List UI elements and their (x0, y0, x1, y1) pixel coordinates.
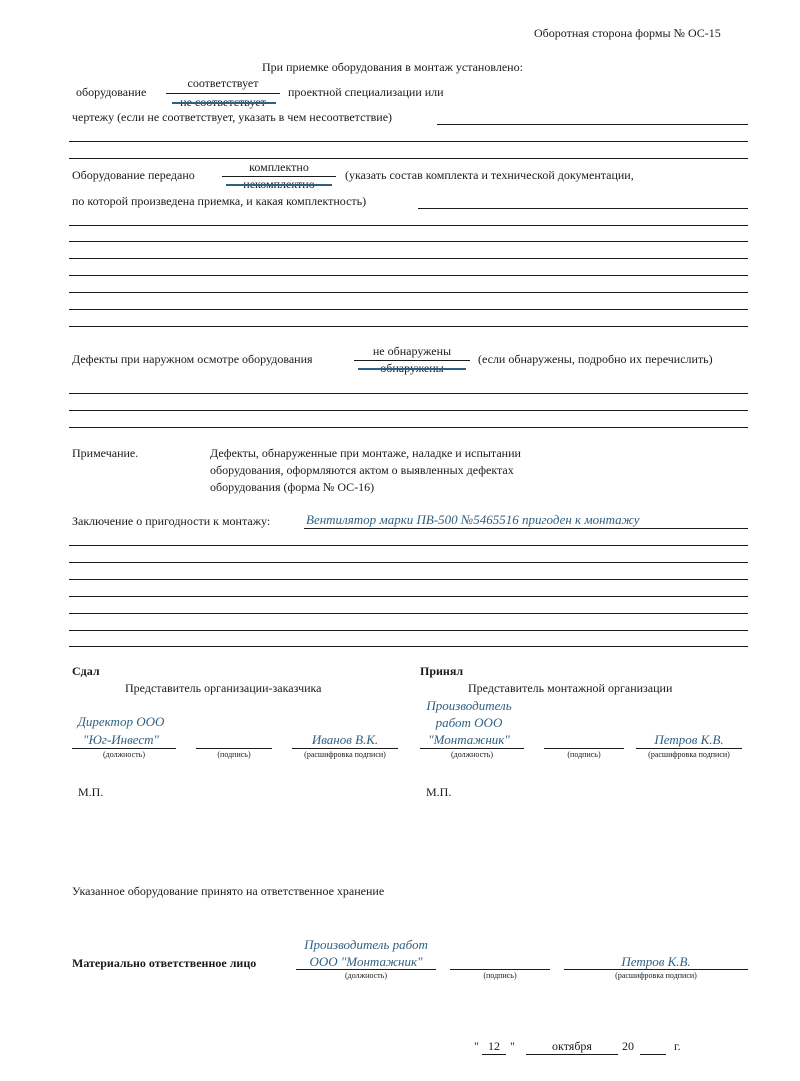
received-stamp: М.П. (426, 785, 452, 799)
conformity-answer-line (437, 124, 748, 125)
storage-text: Указанное оборудование принято на ответственное хранение (72, 884, 385, 898)
date-day-line (482, 1054, 506, 1055)
completeness-strike-mark (226, 184, 332, 186)
conclusion-answer-line (69, 545, 748, 546)
conclusion-answer-line (69, 613, 748, 614)
section-title: При приемке оборудования в монтаж установлено: (262, 60, 523, 74)
conformity-option-selected: соответствует (187, 76, 259, 90)
handed-title: Сдал (72, 664, 100, 678)
defects-option-struck: обнаружены (380, 361, 444, 375)
date-quote-close: " (510, 1039, 515, 1053)
received-subtitle: Представитель монтажной организации (468, 681, 673, 695)
completeness-line2: по которой произведена приемка, и какая комплектность) (72, 194, 367, 208)
handed-position-line (72, 748, 176, 749)
defects-prefix: Дефекты при наружном осмотре оборудования (72, 352, 313, 366)
completeness-answer-line (69, 309, 748, 310)
conclusion-answer-line (69, 562, 748, 563)
storage-name-line (564, 969, 748, 970)
storage-caption-signature: (подпись) (483, 971, 517, 980)
handed-caption-name: (расшифровка подписи) (304, 750, 386, 759)
storage-name: Петров К.В. (621, 954, 691, 969)
conformity-strike-mark (172, 102, 276, 104)
date-month-line (526, 1054, 618, 1055)
conformity-line2: чертежу (если не соответствует, указать в чем несоответствие) (72, 110, 393, 124)
note-line: оборудования (форма № ОС-16) (210, 480, 375, 494)
conclusion-answer-line (69, 646, 748, 647)
conformity-prefix: оборудование (76, 85, 147, 99)
received-caption-position: (должность) (451, 750, 493, 759)
conformity-answer-line (69, 158, 748, 159)
handed-position: Директор ООО (77, 714, 165, 729)
note-line: Дефекты, обнаруженные при монтаже, наладке и испытании (210, 446, 521, 460)
completeness-option-selected: комплектно (249, 160, 309, 174)
storage-position-line (296, 969, 436, 970)
storage-caption-position: (должность) (345, 971, 387, 980)
received-name: Петров К.В. (654, 732, 724, 747)
conformity-suffix: проектной специализации или (288, 85, 444, 99)
storage-label: Материально ответственное лицо (72, 956, 257, 970)
received-title: Принял (420, 664, 464, 678)
received-position: Производитель (426, 698, 512, 713)
storage-signature-line (450, 969, 550, 970)
defects-answer-line (69, 393, 748, 394)
defects-strike-mark (358, 368, 466, 370)
completeness-answer-line (69, 275, 748, 276)
completeness-suffix: (указать состав комплекта и технической документации, (345, 168, 634, 182)
storage-position: ООО "Монтажник" (309, 954, 423, 969)
completeness-answer-line (69, 225, 748, 226)
date-year-prefix: 20 (622, 1039, 634, 1053)
conclusion-answer-line (69, 596, 748, 597)
received-position: работ ООО (435, 715, 503, 730)
handed-name-line (292, 748, 398, 749)
received-caption-name: (расшифровка подписи) (648, 750, 730, 759)
conformity-option-struck: не соответствует (180, 95, 266, 109)
received-name-line (636, 748, 742, 749)
conclusion-label: Заключение о пригодности к монтажу: (72, 514, 271, 528)
completeness-answer-line (69, 326, 748, 327)
handed-subtitle: Представитель организации-заказчика (125, 681, 322, 695)
conformity-option-divider (166, 93, 280, 94)
defects-answer-line (69, 410, 748, 411)
handed-stamp: М.П. (78, 785, 104, 799)
date-day: 12 (488, 1039, 500, 1053)
completeness-answer-line (418, 208, 748, 209)
storage-position: Производитель работ (304, 937, 428, 952)
form-reference: Оборотная сторона формы № ОС-15 (534, 26, 721, 40)
completeness-answer-line (69, 292, 748, 293)
handed-caption-signature: (подпись) (217, 750, 251, 759)
completeness-prefix: Оборудование передано (72, 168, 195, 182)
defects-answer-line (69, 427, 748, 428)
date-quote-open: " (474, 1039, 479, 1053)
handed-name: Иванов В.К. (311, 732, 379, 747)
note-label: Примечание. (72, 446, 139, 460)
completeness-answer-line (69, 258, 748, 259)
received-position-line (420, 748, 524, 749)
storage-caption-name: (расшифровка подписи) (615, 971, 697, 980)
conformity-answer-line (69, 141, 748, 142)
defects-option-selected: не обнаружены (372, 344, 452, 358)
date-year-suffix: г. (674, 1039, 681, 1053)
received-caption-signature: (подпись) (567, 750, 601, 759)
handed-caption-position: (должность) (103, 750, 145, 759)
handed-position: "Юг-Инвест" (83, 732, 159, 747)
conclusion-answer-line (69, 630, 748, 631)
handed-signature-line (196, 748, 272, 749)
conclusion-answer-line (304, 528, 748, 529)
conclusion-answer-line (69, 579, 748, 580)
defects-suffix: (если обнаружены, подробно их перечислить) (478, 352, 713, 366)
conclusion-value: Вентилятор марки ПВ-500 №5465516 пригоден к монтажу (306, 512, 640, 527)
received-position: "Монтажник" (428, 732, 510, 747)
date-month: октября (552, 1039, 592, 1053)
completeness-option-struck: некомплектно (243, 177, 315, 191)
date-year-line (640, 1054, 666, 1055)
completeness-answer-line (69, 241, 748, 242)
received-signature-line (544, 748, 624, 749)
note-line: оборудования, оформляются актом о выявленных дефектах (210, 463, 514, 477)
